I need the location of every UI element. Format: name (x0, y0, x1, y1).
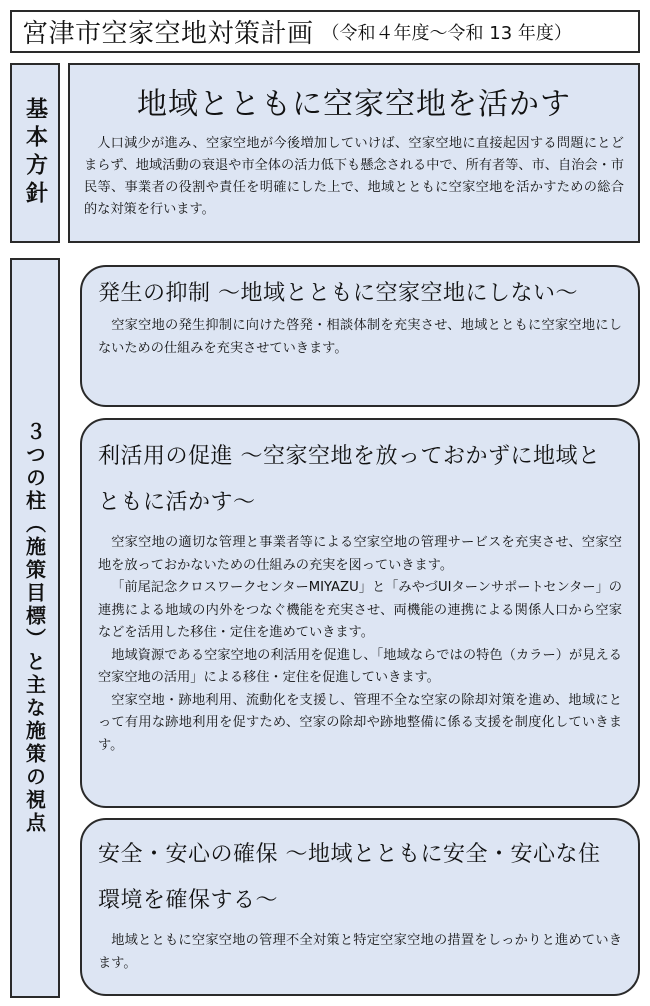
pillar-paragraph: 地域資源である空家空地の利活用を促進し、「地域ならではの特色（カラー）が見える空家空地の活用」による移住・定住を促進していきます。 (98, 647, 622, 685)
pillars-label: ３つの柱（施策目標）と主な施策の視点 (10, 258, 60, 998)
basic-policy-body: 人口減少が進み、空家空地が今後増加していけば、空家空地に直接起因する問題にとどまらず、地域活動の衰退や市全体の活力低下も懸念される中で、所有者等、市、自治会・市民等、事業者の役割や責任を明確にした上で、地域とともに空家空地を活かすための総合的な対策を行います。 (84, 136, 624, 217)
pillar-paragraph: 地域とともに空家空地の管理不全対策と特定空家空地の措置をしっかりと進めていきます。 (98, 933, 622, 971)
page-title: 宮津市空家空地対策計画 (22, 19, 314, 49)
basic-policy-heading: 地域とともに空家空地を活かす (137, 87, 571, 122)
pillar-utilization (80, 418, 640, 808)
title-bar (10, 10, 640, 53)
pillar-heading: 発生の抑制 ～地域とともに空家空地にしない～ (98, 281, 578, 306)
pillar-paragraph: 「前尾記念クロスワークセンターMIYAZU」と「みやづUIターンサポートセンター」の連携による地域の内外をつなぐ機能を充実させ、両機能の連携による関係人口から空家などを活用した移住・定住を進めていきます。 (98, 580, 622, 640)
basic-policy-label: 基本方針 (10, 63, 60, 243)
pillar-heading: 安全・安心の確保 ～地域とともに安全・安心な住環境を確保する～ (98, 842, 601, 913)
pillar-paragraph: 空家空地・跡地利用、流動化を支援し、管理不全な空家の除却対策を進め、地域にとって有用な跡地利用を促すため、空家の除却や跡地整備に係る支援を制度化していきます。 (98, 692, 622, 753)
pillar-safety (80, 818, 640, 996)
pillar-prevention (80, 265, 640, 407)
pillar-paragraph: 空家空地の発生抑制に向けた啓発・相談体制を充実させ、地域とともに空家空地にしないための仕組みを充実させていきます。 (98, 318, 622, 356)
pillar-paragraph: 空家空地の適切な管理と事業者等による空家空地の管理サービスを充実させ、空家空地を放っておかないための仕組みの充実を図っていきます。 (98, 535, 622, 573)
basic-policy-box (68, 63, 640, 243)
pillar-heading: 利活用の促進 ～空家空地を放っておかずに地域とともに活かす～ (98, 444, 601, 515)
plan-period: （令和４年度～令和 13 年度） (321, 22, 572, 44)
